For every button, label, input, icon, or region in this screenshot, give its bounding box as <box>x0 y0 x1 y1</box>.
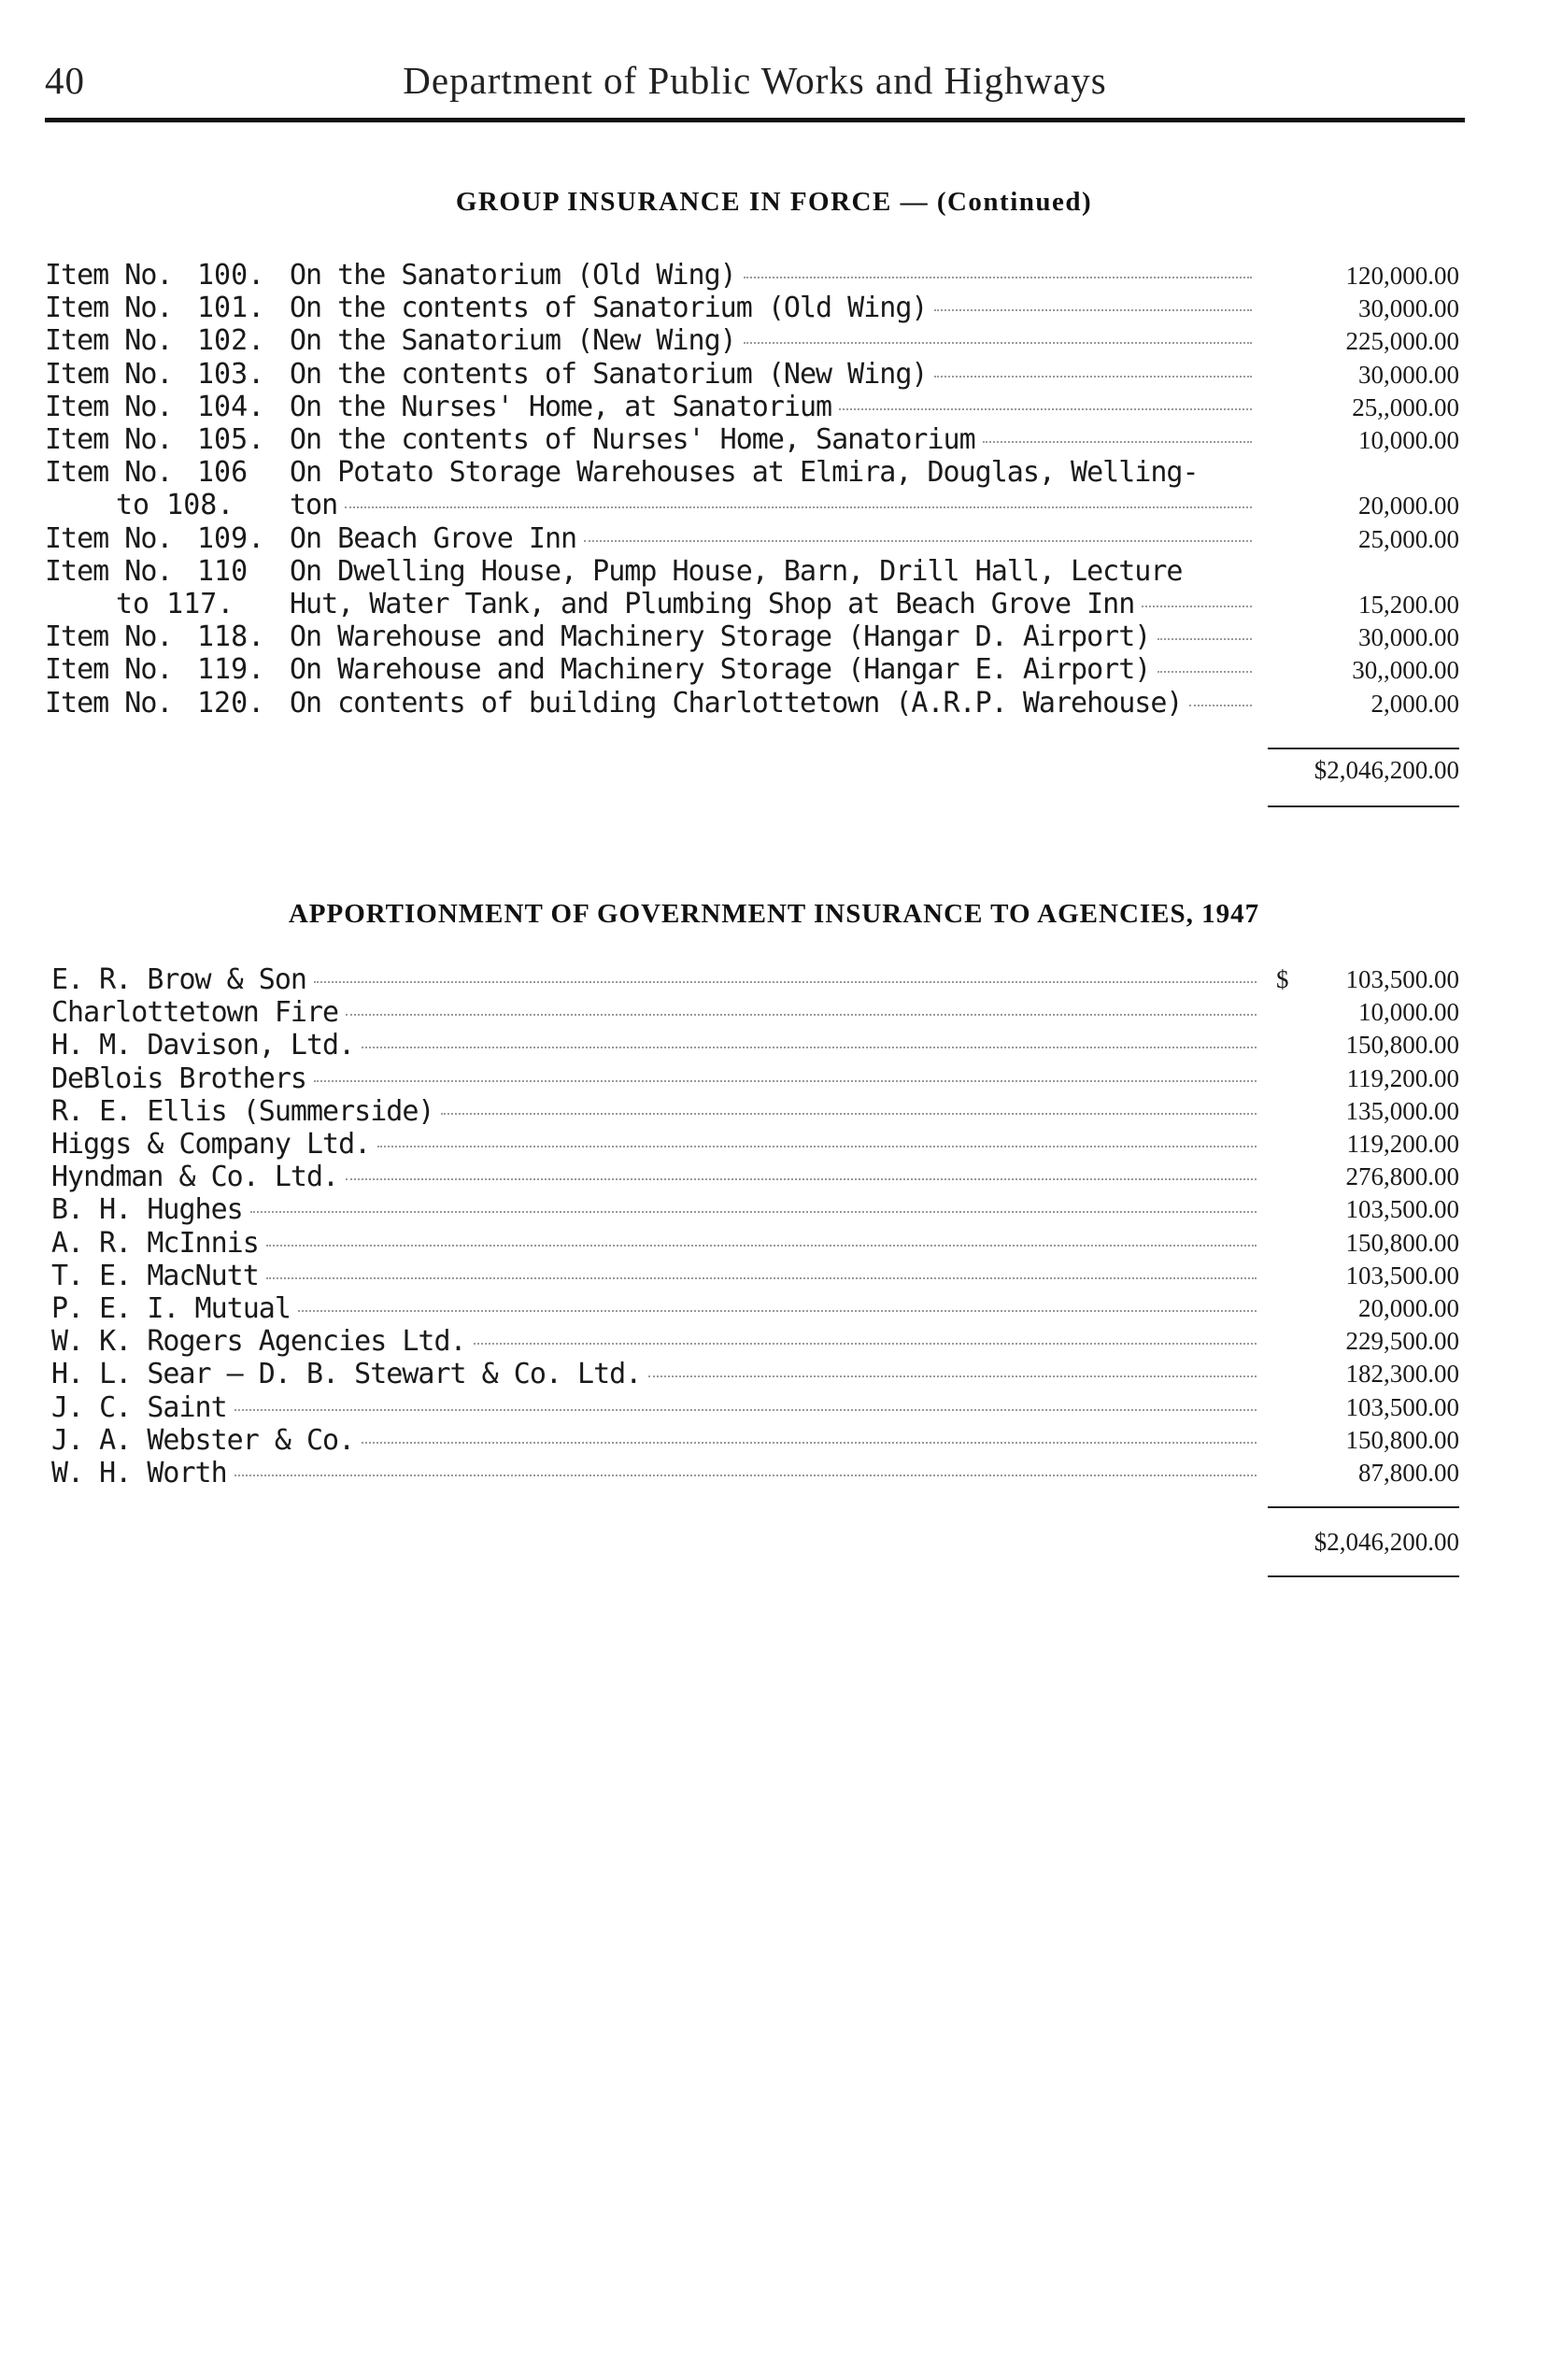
item-number <box>45 423 278 457</box>
agency-name-text: W. K. Rogers Agencies Ltd. <box>51 1325 466 1359</box>
agency-row <box>0 1062 1548 1095</box>
agency-amount: 103,500.00 <box>1345 1261 1459 1290</box>
agency-row <box>0 1292 1548 1325</box>
item-num: to 108. <box>116 489 234 522</box>
item-label: Item No. <box>45 324 173 358</box>
agency-name-text: A. R. McInnis <box>51 1226 259 1260</box>
agency-row <box>0 996 1548 1029</box>
agency-name <box>51 1227 1257 1260</box>
dot-leader <box>314 1080 1257 1082</box>
item-label: Item No. <box>45 653 173 687</box>
agency-name-text: J. A. Webster & Co. <box>51 1423 355 1457</box>
insurance-item-row <box>0 358 1548 392</box>
insurance-item-row <box>0 687 1548 720</box>
item-num: 100. <box>197 259 265 292</box>
dot-leader <box>1157 638 1252 640</box>
item-number <box>45 324 278 358</box>
agency-name <box>51 1325 1257 1358</box>
agency-row <box>0 1260 1548 1292</box>
agency-amount: 103,500.00 <box>1345 965 1459 993</box>
agency-row <box>0 1227 1548 1260</box>
agency-name-text: R. E. Ellis (Summerside) <box>51 1094 434 1128</box>
agency-amount: 119,200.00 <box>1346 1063 1459 1092</box>
dot-leader <box>314 981 1257 983</box>
dot-leader <box>234 1475 1257 1476</box>
insurance-item-row <box>0 588 1548 621</box>
insurance-item-row <box>0 456 1548 490</box>
currency-symbol: $ <box>1276 965 1289 993</box>
item-description-text: On the Sanatorium (Old Wing) <box>290 259 736 292</box>
item-description-text: On Warehouse and Machinery Storage (Hangar D. Airport) <box>290 620 1151 654</box>
agency-name <box>51 1391 1257 1424</box>
item-description <box>290 653 1252 687</box>
agency-amount: 150,800.00 <box>1345 1425 1459 1454</box>
item-number <box>45 358 278 392</box>
agency-amount: 150,800.00 <box>1345 1228 1459 1257</box>
agency-amount: 103,500.00 <box>1345 1195 1459 1224</box>
item-description-text: On contents of building Charlottetown (A.R.P. Warehouse) <box>290 686 1183 720</box>
dot-leader <box>346 1014 1257 1016</box>
dot-leader <box>744 277 1252 278</box>
item-description-text: ton <box>290 489 338 522</box>
agency-amount: 87,800.00 <box>1358 1459 1459 1487</box>
item-num: 120. <box>197 686 265 720</box>
item-description <box>290 358 1252 392</box>
item-description-text: Hut, Water Tank, and Plumbing Shop at Beach Grove Inn <box>290 588 1135 620</box>
page-title: Department of Public Works and Highways <box>403 59 1107 102</box>
item-label: Item No. <box>45 686 173 720</box>
dot-leader <box>298 1310 1257 1312</box>
item-amount: 20,000.00 <box>1358 492 1459 520</box>
group-insurance-total-rule-top <box>1268 748 1459 749</box>
item-description-text: On Potato Storage Warehouses at Elmira, Douglas, Welling- <box>290 456 1199 490</box>
item-description-text: On Dwelling House, Pump House, Barn, Drill Hall, Lecture <box>290 554 1183 588</box>
item-label: Item No. <box>45 554 173 588</box>
item-description <box>290 423 1252 457</box>
item-description-text: On the contents of Sanatorium (Old Wing) <box>290 292 928 325</box>
agency-amount: 150,800.00 <box>1345 1031 1459 1060</box>
item-amount: 30,000.00 <box>1358 623 1459 652</box>
agency-amount: 103,500.00 <box>1345 1392 1459 1421</box>
item-amount: 10,000.00 <box>1358 426 1459 454</box>
agency-name <box>51 1029 1257 1062</box>
group-insurance-total: $2,046,200.00 <box>1314 756 1459 784</box>
insurance-item-row <box>0 489 1548 522</box>
agency-row <box>0 1325 1548 1358</box>
agency-amount: 229,500.00 <box>1345 1327 1459 1356</box>
dot-leader <box>983 441 1252 443</box>
dot-leader <box>1189 705 1252 706</box>
item-label: Item No. <box>45 390 173 423</box>
item-label: Item No. <box>45 521 173 555</box>
item-amount: 30,000.00 <box>1358 360 1459 389</box>
item-description-text: On the Nurses' Home, at Sanatorium <box>290 390 832 423</box>
agency-row <box>0 1424 1548 1457</box>
item-description <box>290 620 1252 654</box>
item-description-text: On Beach Grove Inn <box>290 521 577 555</box>
item-amount: 2,000.00 <box>1370 689 1459 718</box>
agency-amount: 20,000.00 <box>1358 1294 1459 1322</box>
item-num: 109. <box>197 521 265 555</box>
agency-name-text: DeBlois Brothers <box>51 1062 306 1095</box>
item-number <box>45 292 278 325</box>
insurance-item-row <box>0 653 1548 687</box>
dot-leader <box>362 1047 1257 1048</box>
item-amount: 25,000.00 <box>1358 524 1459 553</box>
agency-name <box>51 1095 1257 1128</box>
running-header <box>45 58 1465 105</box>
agency-name-text: Charlottetown Fire <box>51 996 339 1030</box>
agency-name <box>51 1128 1257 1161</box>
item-num: 105. <box>197 423 265 456</box>
item-amount: 30,,000.00 <box>1352 656 1459 685</box>
agency-name <box>51 996 1257 1029</box>
dot-leader <box>266 1277 1257 1279</box>
insurance-item-row <box>0 555 1548 589</box>
dot-leader <box>362 1442 1257 1444</box>
dot-leader <box>744 342 1252 344</box>
insurance-item-row <box>0 522 1548 556</box>
item-amount: 15,200.00 <box>1358 591 1459 619</box>
item-description <box>290 259 1252 292</box>
agency-name-text: B. H. Hughes <box>51 1193 243 1227</box>
group-insurance-heading: GROUP INSURANCE IN FORCE — (Continued) <box>455 187 1093 217</box>
dot-leader <box>266 1245 1257 1247</box>
agency-amount: 10,000.00 <box>1358 998 1459 1027</box>
insurance-item-row <box>0 324 1548 358</box>
agency-row <box>0 1029 1548 1062</box>
item-amount: 225,000.00 <box>1345 327 1459 356</box>
insurance-item-row <box>0 259 1548 292</box>
agency-row <box>0 963 1548 996</box>
dot-leader <box>345 506 1252 508</box>
item-number <box>45 391 278 424</box>
agency-name-text: Higgs & Company Ltd. <box>51 1128 371 1161</box>
item-num: 101. <box>197 292 265 325</box>
dot-leader <box>474 1343 1257 1345</box>
agency-amount: 135,000.00 <box>1345 1096 1459 1125</box>
item-label: Item No. <box>45 423 173 456</box>
agency-row <box>0 1391 1548 1424</box>
apportionment-total-rule-bottom <box>1268 1575 1459 1577</box>
item-num: 110 <box>197 554 249 588</box>
item-number <box>45 653 278 687</box>
item-description-text: On the Sanatorium (New Wing) <box>290 324 736 358</box>
item-description <box>290 687 1252 720</box>
apportionment-total-rule-top <box>1268 1506 1459 1508</box>
dot-leader <box>346 1178 1257 1180</box>
insurance-item-row <box>0 292 1548 325</box>
dot-leader <box>839 408 1252 410</box>
item-amount: 25,,000.00 <box>1352 392 1459 421</box>
item-number <box>45 555 278 589</box>
agency-name <box>51 1161 1257 1193</box>
insurance-item-row <box>0 391 1548 424</box>
dot-leader <box>648 1375 1257 1377</box>
item-label: Item No. <box>45 620 173 654</box>
item-description-text: On Warehouse and Machinery Storage (Hangar E. Airport) <box>290 653 1151 687</box>
agency-name-text: T. E. MacNutt <box>51 1259 259 1292</box>
insurance-item-row <box>0 620 1548 654</box>
agency-name-text: J. C. Saint <box>51 1390 227 1424</box>
agency-name <box>51 1424 1257 1457</box>
item-num: 102. <box>197 324 265 358</box>
item-description <box>290 456 1252 490</box>
item-description-text: On the contents of Sanatorium (New Wing) <box>290 357 928 391</box>
dot-leader <box>250 1211 1257 1213</box>
dot-leader <box>234 1409 1257 1411</box>
agency-row <box>0 1193 1548 1226</box>
item-label: Item No. <box>45 259 173 292</box>
agency-row <box>0 1095 1548 1128</box>
agency-name <box>51 1260 1257 1292</box>
item-description-text: On the contents of Nurses' Home, Sanatorium <box>290 423 975 456</box>
item-num: 118. <box>197 620 265 654</box>
agency-row <box>0 1457 1548 1489</box>
insurance-item-row <box>0 423 1548 457</box>
agency-row <box>0 1358 1548 1390</box>
item-num: 119. <box>197 653 265 687</box>
item-description <box>290 391 1252 424</box>
agency-name-text: H. L. Sear — D. B. Stewart & Co. Ltd. <box>51 1358 642 1391</box>
agency-name <box>51 1292 1257 1325</box>
item-label: Item No. <box>45 357 173 391</box>
item-label: Item No. <box>45 456 173 490</box>
agency-name-text: H. M. Davison, Ltd. <box>51 1029 355 1062</box>
item-amount: 30,000.00 <box>1358 294 1459 323</box>
agency-name <box>51 1457 1257 1489</box>
agency-name <box>51 1062 1257 1095</box>
dot-leader <box>1142 606 1252 607</box>
item-number <box>45 456 278 490</box>
dot-leader <box>584 540 1252 542</box>
agency-name-text: E. R. Brow & Son <box>51 963 306 996</box>
group-insurance-total-rule-bottom <box>1268 805 1459 807</box>
apportionment-heading: APPORTIONMENT OF GOVERNMENT INSURANCE TO AGENCIES, 1947 <box>288 899 1260 929</box>
agency-amount: 276,800.00 <box>1345 1162 1459 1191</box>
dot-leader <box>441 1113 1257 1115</box>
item-description <box>290 522 1252 556</box>
item-description <box>290 555 1252 589</box>
dot-leader <box>377 1146 1257 1147</box>
item-description <box>290 489 1252 522</box>
item-amount: 120,000.00 <box>1345 262 1459 290</box>
page-number: 40 <box>45 59 85 102</box>
item-number <box>45 522 278 556</box>
item-description <box>290 588 1252 621</box>
item-num: to 117. <box>116 588 234 620</box>
item-number <box>45 259 278 292</box>
agency-amount: 119,200.00 <box>1346 1130 1459 1158</box>
header-rule <box>45 118 1465 122</box>
agency-name <box>51 1193 1257 1226</box>
item-label: Item No. <box>45 292 173 325</box>
item-description <box>290 324 1252 358</box>
item-number <box>45 620 278 654</box>
agency-name <box>51 963 1257 996</box>
agency-amount: 182,300.00 <box>1345 1360 1459 1389</box>
item-num: 106 <box>197 456 249 490</box>
dot-leader <box>934 309 1252 311</box>
agency-name-text: W. H. Worth <box>51 1457 227 1489</box>
dot-leader <box>1157 671 1252 673</box>
agency-row <box>0 1161 1548 1193</box>
apportionment-total: $2,046,200.00 <box>1314 1528 1459 1556</box>
agency-name-text: P. E. I. Mutual <box>51 1292 291 1325</box>
item-num: 103. <box>197 357 265 391</box>
agency-row <box>0 1128 1548 1161</box>
dot-leader <box>934 376 1252 378</box>
item-num: 104. <box>197 390 265 423</box>
item-number <box>45 687 278 720</box>
agency-name <box>51 1358 1257 1390</box>
agency-name-text: Hyndman & Co. Ltd. <box>51 1161 339 1194</box>
item-description <box>290 292 1252 325</box>
